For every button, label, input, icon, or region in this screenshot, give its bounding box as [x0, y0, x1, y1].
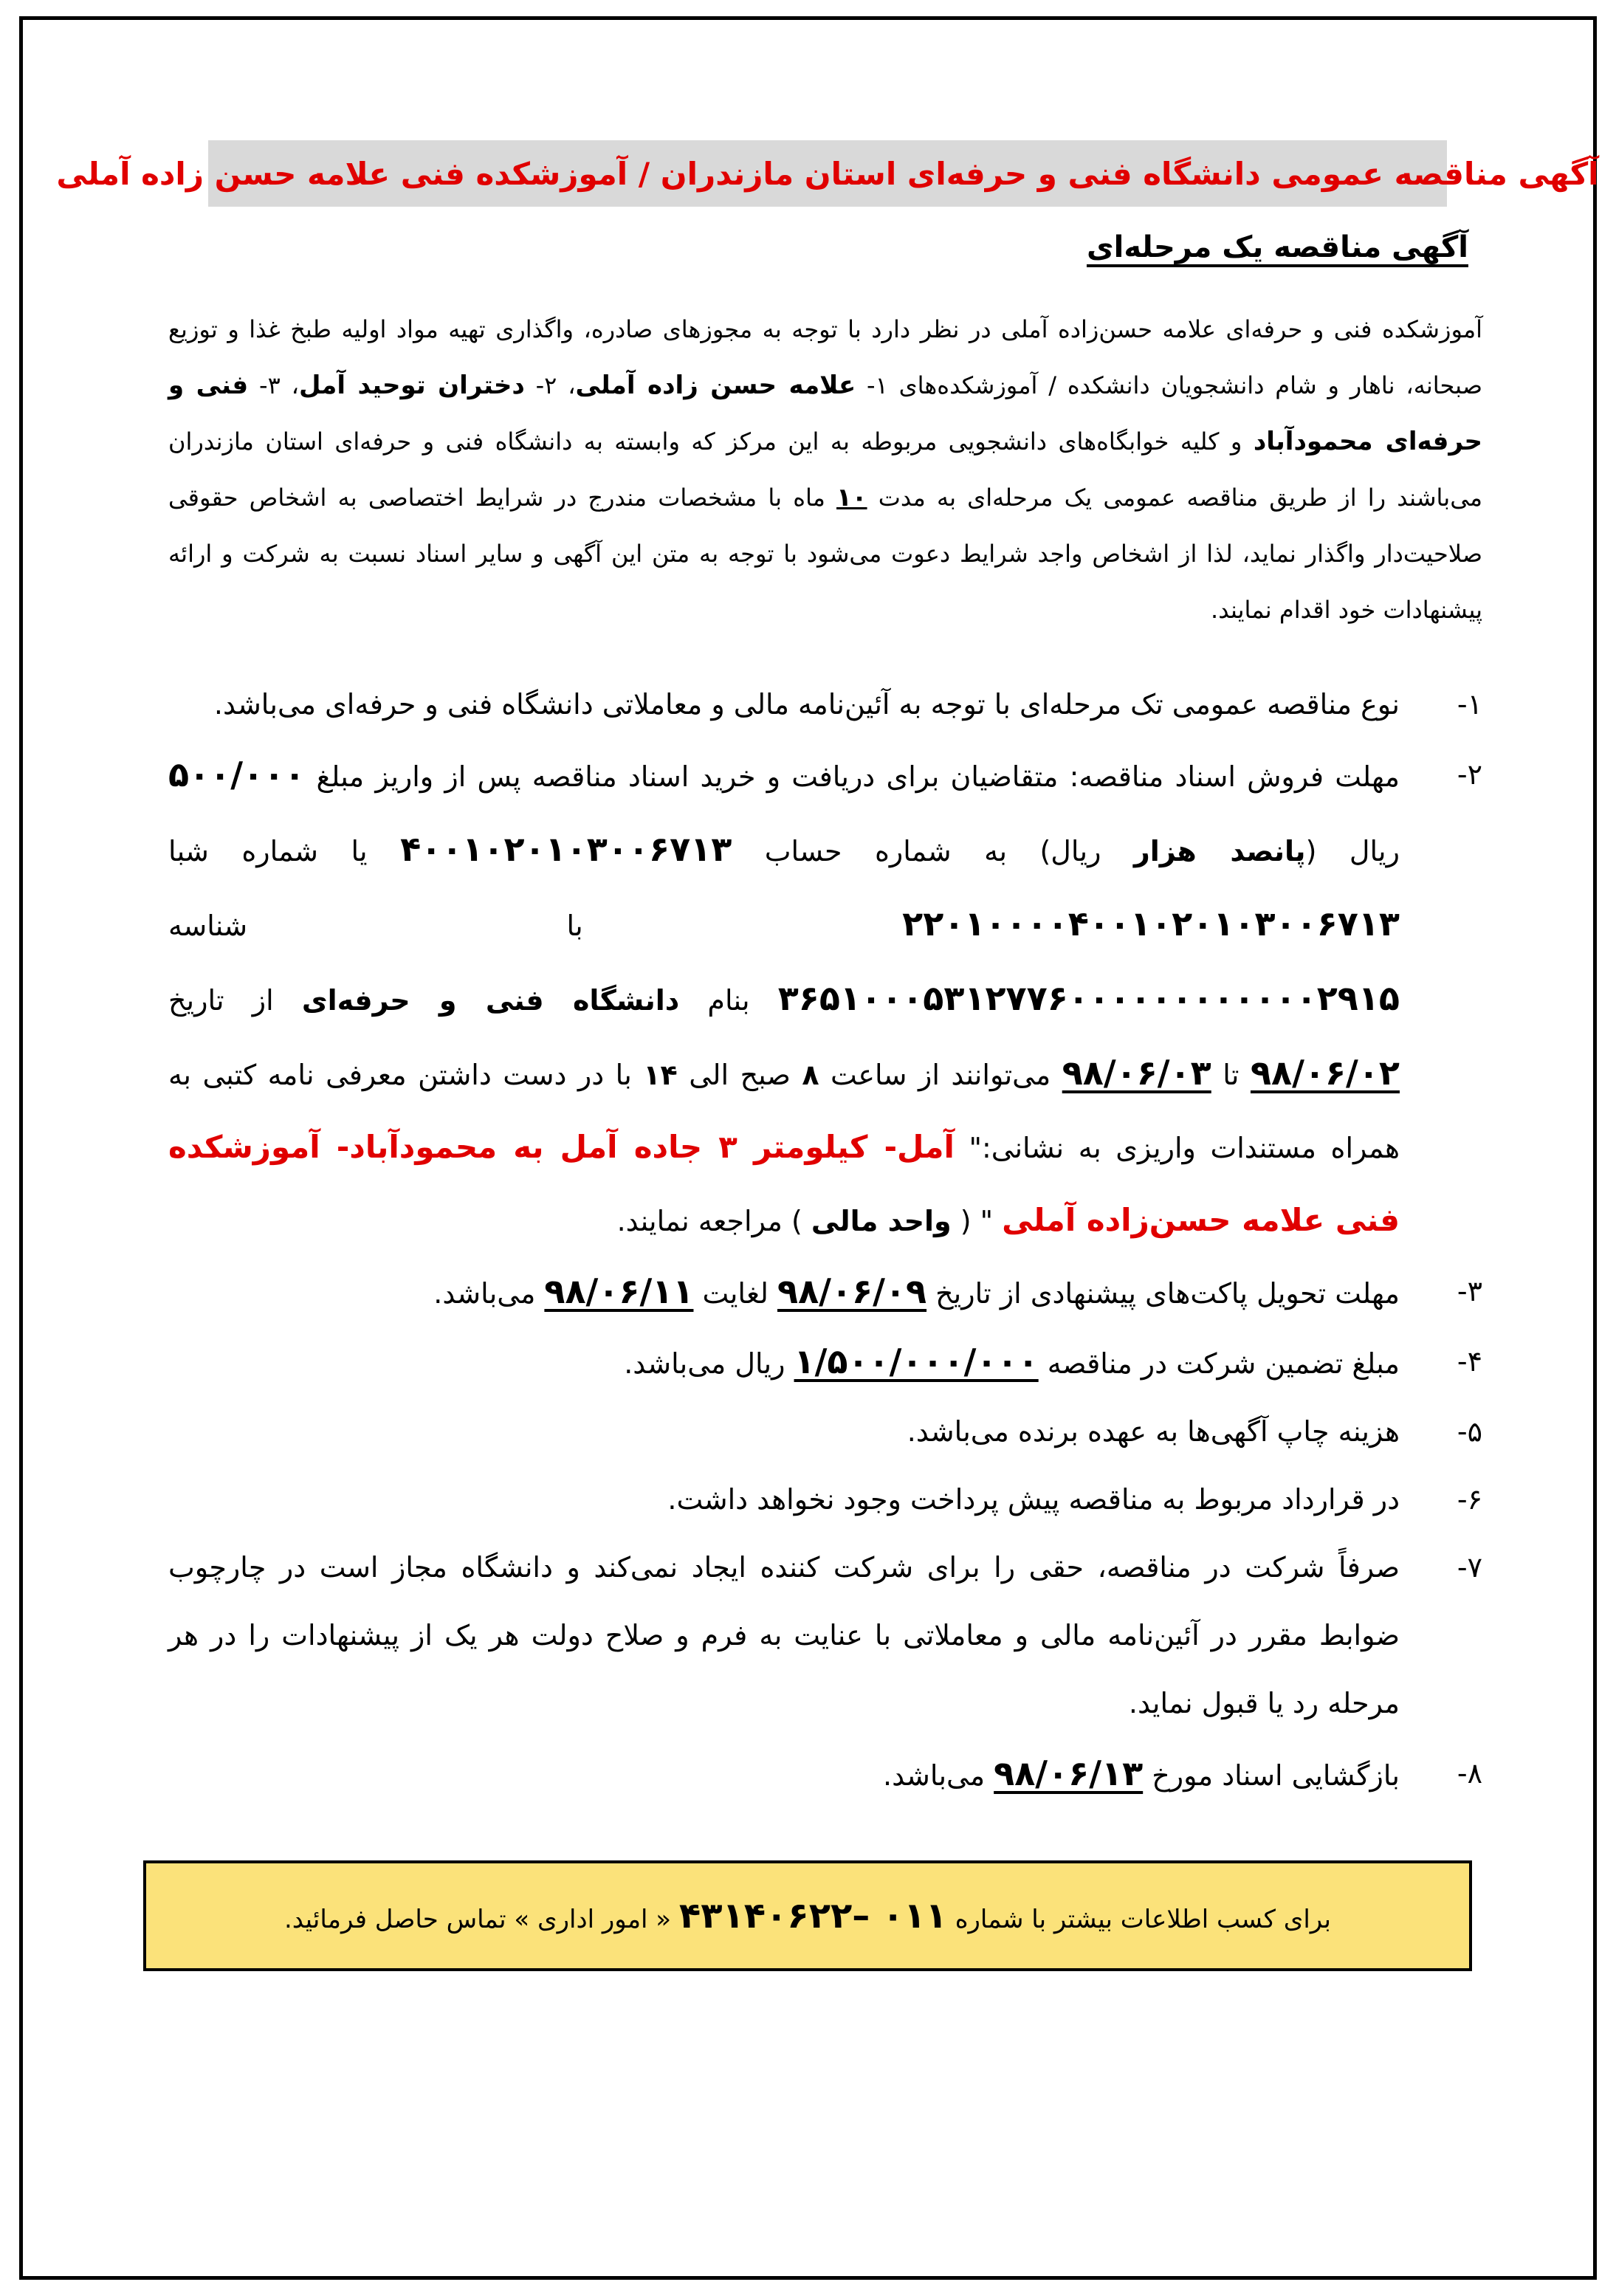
contact-box — [143, 1860, 1472, 1971]
list-item — [168, 670, 1482, 738]
item-text: هزینه چاپ آگهی‌ها به عهده برنده می‌باشد. — [907, 1415, 1400, 1448]
finance-unit: واحد مالی — [811, 1205, 952, 1237]
item-number: ۵- — [1457, 1415, 1482, 1448]
conditions-list — [168, 670, 1482, 1812]
item-text: با در دست داشتن معرفی نامه کتبی به همراه مستندات واریزی به نشانی:" — [168, 1059, 1400, 1164]
item-text: ریال ( — [1305, 835, 1400, 867]
item-text: مهلت تحویل پاکت‌های پیشنهادی از تاریخ — [926, 1277, 1400, 1310]
item-text: مبلغ تضمین شرکت در مناقصه — [1038, 1347, 1400, 1380]
submission-start-date: ۹۸/۰۶/۰۹ — [777, 1271, 927, 1311]
intro-text: و کلیه خوابگاه‌های دانشجویی مربوطه به این مرکز که وابسته به دانشگاه فنی و حرفه‌ای استان مازندران می‌باشند را از طریق مناقصه عمومی یک مرحله‌ای به مدت — [168, 427, 1483, 512]
guarantee-amount: ۱/۵۰۰/۰۰۰/۰۰۰ — [794, 1341, 1039, 1381]
item-text: صبح الی — [677, 1059, 802, 1091]
item-text: بازگشایی اسناد مورخ — [1143, 1759, 1400, 1792]
item-text: می‌باشد. — [433, 1277, 545, 1310]
item-number: ۳- — [1457, 1275, 1482, 1307]
item-text: می‌باشد. — [883, 1759, 994, 1792]
item-text: از تاریخ — [168, 984, 302, 1017]
phone-number: ۰۱۱ –۴۳۱۴۰۶۲۲ — [678, 1895, 947, 1936]
item-text: ریال می‌باشد. — [624, 1347, 794, 1380]
college-name-1: علامه حسن زاده آملی — [575, 371, 856, 400]
intro-text: ، ۳- — [248, 371, 299, 399]
account-owner: دانشگاه فنی و حرفه‌ای — [301, 984, 680, 1017]
page-title: آگهی مناقصه عمومی دانشگاه فنی و حرفه‌ای استان مازندران / آموزشکده فنی علامه حسن زاده آملی — [56, 155, 1599, 192]
hour-to: ۱۴ — [643, 1059, 678, 1091]
fee-amount: ۵۰۰/۰۰۰ — [168, 755, 306, 794]
list-item — [168, 1465, 1482, 1533]
contract-duration: ۱۰ — [836, 483, 867, 512]
list-item — [168, 1398, 1482, 1465]
item-text: صرفاً شرکت در مناقصه، حقی را برای شرکت کننده ایجاد نمی‌کند و دانشگاه مجاز است در چارچوب ضوابط مقرر در آئین‌نامه مالی و معاملاتی با عنایت به فرم و صلاح دولت هر یک از پیشنهادات را در هر مرحله رد یا قبول نماید. — [168, 1551, 1400, 1719]
title-banner — [56, 140, 1599, 207]
sheba-number: ۲۲۰۱۰۰۰۰۴۰۰۱۰۲۰۱۰۳۰۰۶۷۱۳ — [902, 904, 1400, 944]
section-heading: آگهی مناقصه یک مرحله‌ای — [1086, 230, 1468, 264]
item-text: نوع مناقصه عمومی تک مرحله‌ای با توجه به آئین‌نامه مالی و معاملاتی دانشگاه فنی و حرفه‌ای می‌باشد. — [213, 688, 1400, 721]
college-name-3: فنی و حرفه‌ای محمودآباد — [168, 371, 1483, 456]
item-text: ریال) به شماره حساب — [732, 835, 1134, 867]
item-number: ۷- — [1457, 1551, 1482, 1584]
item-text: می‌توانند از ساعت — [819, 1059, 1062, 1091]
item-text: لغایت — [693, 1277, 777, 1310]
intro-paragraph — [168, 301, 1482, 638]
intro-text: ماه با مشخصات مندرج در شرایط اختصاصی به اشخاص حقوقی صلاحیت‌دار واگذار نماید، لذا از اشخاص واجد شرایط دعوت می‌شود با توجه به متن این آگهی و سایر اسناد نسبت به شرکت و ارائه پیشنهادات خود اقدام نمایند. — [168, 484, 1482, 624]
item-number: ۶- — [1457, 1483, 1482, 1516]
payment-id: ۳۶۵۱۰۰۰۵۳۱۲۷۷۶۰۰۰۰۰۰۰۰۰۰۰۰۲۹۱۵ — [777, 978, 1400, 1018]
item-number: ۸- — [1457, 1757, 1482, 1790]
intro-text: آموزشکده فنی و حرفه‌ای علامه حسن‌زاده آملی در نظر دارد با توجه به مجوزهای صادره، واگذاری تهیه مواد اولیه طبخ غذا و توزیع صبحانه، ناهار و شام دانشجویان دانشکده / آموزشکده‌های ۱- — [168, 315, 1482, 399]
item-text: " ( — [951, 1205, 1003, 1237]
list-item — [168, 1327, 1482, 1398]
address: آمل- کیلومتر ۳ جاده آمل به محمودآباد- آموزشکده فنی علامه حسن‌زاده آملی — [168, 1129, 1400, 1238]
item-number: ۲- — [1457, 758, 1482, 791]
list-item — [168, 1257, 1482, 1327]
intro-text: ، ۲- — [524, 371, 576, 399]
hour-from: ۸ — [802, 1059, 819, 1091]
list-item — [168, 1533, 1482, 1737]
opening-date: ۹۸/۰۶/۱۳ — [994, 1753, 1144, 1793]
account-number: ۴۰۰۱۰۲۰۱۰۳۰۰۶۷۱۳ — [400, 829, 732, 869]
sale-end-date: ۹۸/۰۶/۰۳ — [1062, 1053, 1211, 1093]
fee-amount-words: پانصد هزار — [1133, 835, 1306, 867]
contact-prefix: برای کسب اطلاعات بیشتر با شماره — [946, 1905, 1332, 1934]
list-item — [168, 738, 1482, 1257]
list-item — [168, 1737, 1482, 1812]
contact-text — [284, 1895, 1331, 1936]
item-text: یا شماره شبا — [168, 835, 401, 867]
item-text: ) مراجعه نمایند. — [616, 1205, 811, 1237]
submission-end-date: ۹۸/۰۶/۱۱ — [544, 1271, 694, 1311]
item-text: تا — [1211, 1059, 1251, 1091]
sale-start-date: ۹۸/۰۶/۰۲ — [1250, 1053, 1400, 1093]
item-text: مهلت فروش اسناد مناقصه: متقاضیان برای دریافت و خرید اسناد مناقصه پس از واریز مبلغ — [305, 760, 1400, 793]
contact-suffix: « امور اداری » تماس حاصل فرمائید. — [284, 1905, 679, 1934]
item-text: در قرارداد مربوط به مناقصه پیش پرداخت وجود نخواهد داشت. — [667, 1483, 1400, 1516]
item-text: بنام — [679, 984, 778, 1017]
item-number: ۱- — [1457, 688, 1482, 721]
item-number: ۴- — [1457, 1345, 1482, 1378]
item-text: با شناسه — [168, 910, 903, 942]
college-name-2: دختران توحید آمل — [298, 371, 525, 400]
